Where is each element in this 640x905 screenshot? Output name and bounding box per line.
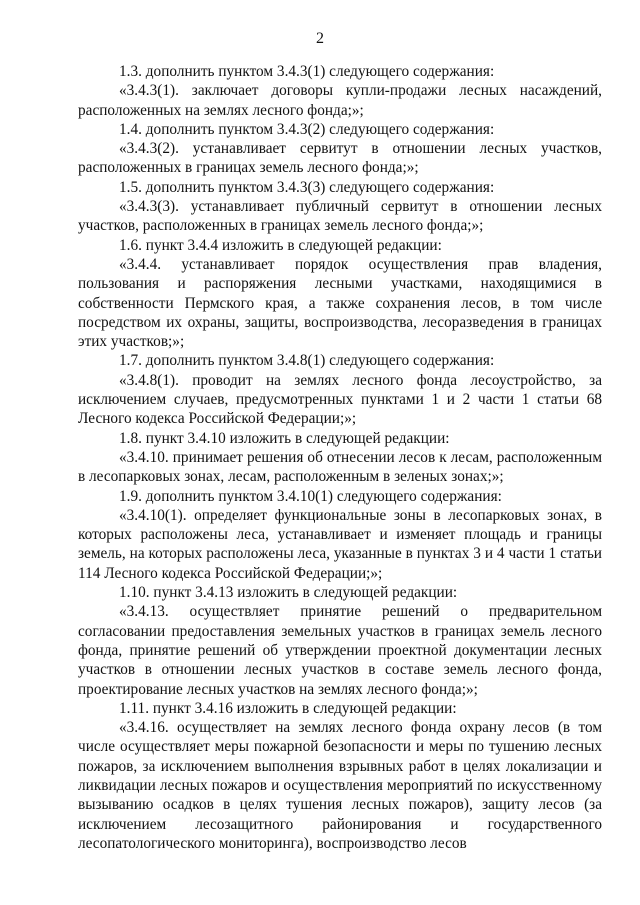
paragraph-1-6: 1.6. пункт 3.4.4 изложить в следующей редакции: [119, 236, 442, 254]
paragraph-3-4-4: «3.4.4. устанавливает порядок осуществления прав владения, пользования и распоряжения лесными участками, находящимися в собственности Пермского края, а также сохранения лесов, в том числе посредством их охраны, защиты, воспроизводства, лесоразведения в границах этих участков;»; [78, 255, 602, 351]
paragraph-1-10: 1.10. пункт 3.4.13 изложить в следующей редакции: [119, 584, 458, 602]
paragraph-1-8: 1.8. пункт 3.4.10 изложить в следующей редакции: [119, 429, 450, 447]
paragraph-1-9: 1.9. дополнить пунктом 3.4.10(1) следующего содержания: [119, 487, 502, 505]
paragraph-1-5: 1.5. дополнить пунктом 3.4.3(3) следующего содержания: [119, 178, 495, 196]
paragraph-1-3: 1.3. дополнить пунктом 3.4.3(1) следующего содержания: [119, 63, 495, 80]
paragraph-3-4-10-1: «3.4.10(1). определяет функциональные зоны в лесопарковых зонах, в которых расположены леса, устанавливает и изменяет площадь и границы земель, на которых расположены леса, указанные в пунктах 3 и 4 части 1 статьи 114 Лесного кодекса Российской Федерации;»; [78, 506, 602, 582]
paragraph-3-4-10: «3.4.10. принимает решения об отнесении лесов к лесам, расположенным в лесопарковых зонах, лесам, расположенным в зеленых зонах;»; [78, 448, 602, 486]
paragraph-3-4-3-2: «3.4.3(2). устанавливает сервитут в отношении лесных участков, расположенных в границах земель лесного фонда;»; [78, 140, 602, 177]
paragraph-3-4-13: «3.4.13. осуществляет принятие решений о предварительном согласовании предоставления земельных участков в границах земель лесного фонда, принятие решений об утверждении проектной документации лесных участков в отношении лесных участков в составе земель лесного фонда, проектирование лесных участков на землях лесного фонда;»; [78, 603, 602, 698]
paragraph-1-7: 1.7. дополнить пунктом 3.4.8(1) следующего содержания: [119, 352, 495, 370]
paragraph-3-4-8-1: «3.4.8(1). проводит на землях лесного фонда лесоустройство, за исключением случаев, предусмотренных пунктами 1 и 2 части 1 статьи 68 Лесного кодекса Российской Федерации;»; [78, 371, 602, 428]
paragraph-1-4: 1.4. дополнить пунктом 3.4.3(2) следующего содержания: [119, 120, 495, 138]
page-number: 2 [316, 30, 324, 47]
paragraph-3-4-3-3: «3.4.3(3). устанавливает публичный сервитут в отношении лесных участков, расположенных в границах земель лесного фонда;»; [78, 198, 602, 235]
paragraph-1-11: 1.11. пункт 3.4.16 изложить в следующей редакции: [119, 699, 457, 717]
document-body [78, 62, 602, 853]
paragraph-3-4-16: «3.4.16. осуществляет на землях лесного фонда охрану лесов (в том числе осуществляет меры пожарной безопасности и меры по тушению лесных пожаров, за исключением выполнения взрывных работ в целях локализации и ликвидации лесных пожаров и осуществления мероприятий по искусственному вызыванию осадков в целях тушения лесных пожаров), защиту лесов (за исключением лесозащитного районирования и государственного лесопатологического мониторинга), воспроизводство лесов [78, 719, 602, 852]
paragraph-3-4-3-1: «3.4.3(1). заключает договоры купли-продажи лесных насаждений, расположенных на землях лесного фонда;»; [78, 82, 602, 119]
